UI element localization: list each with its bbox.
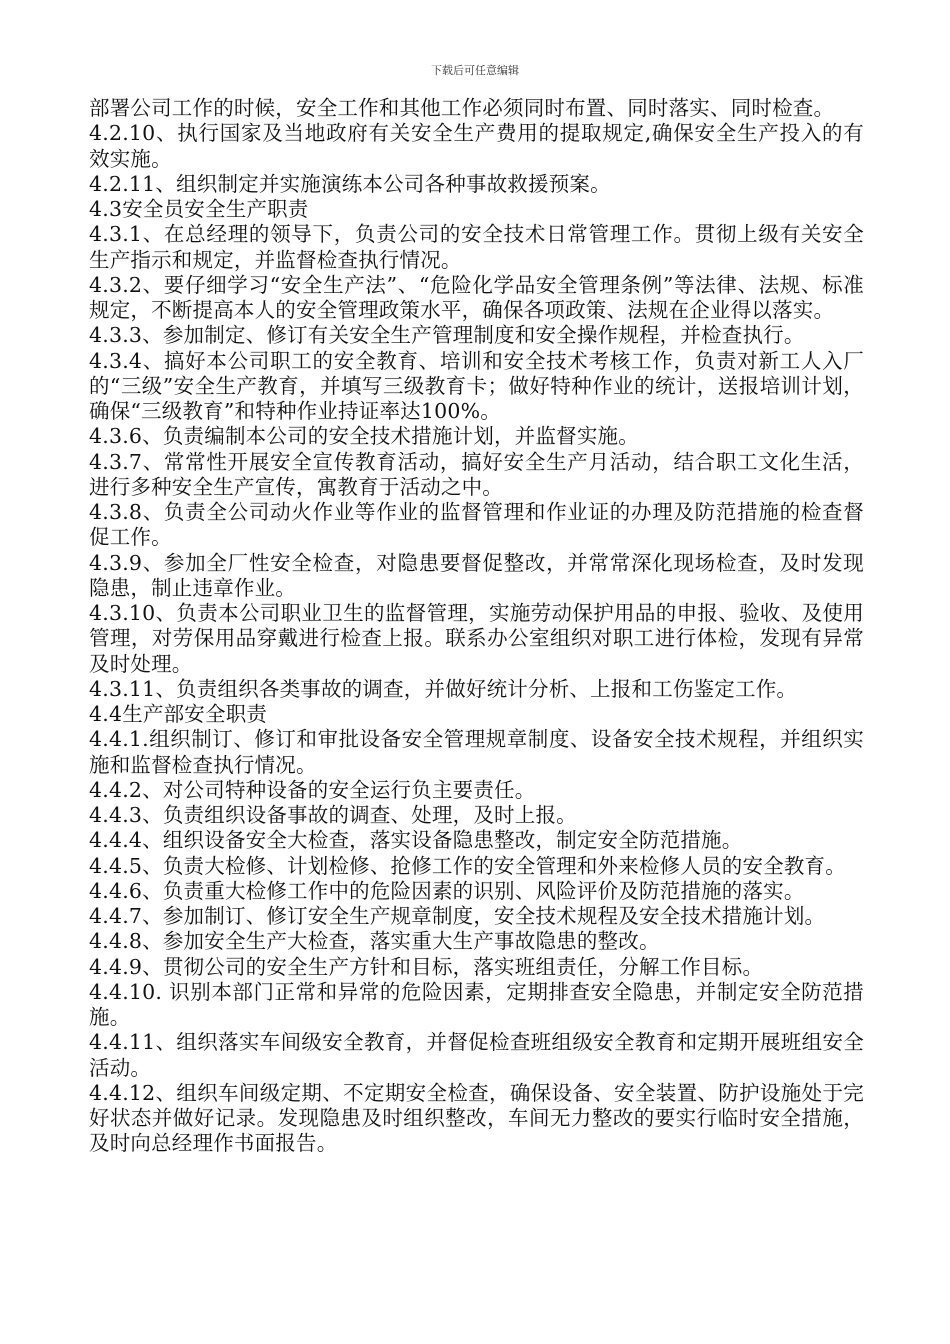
paragraph: 4.4.3、负责组织设备事故的调查、处理，及时上报。	[89, 803, 577, 827]
section-heading: 4.3安全员安全生产职责	[89, 197, 309, 221]
paragraph: 4.2.10、执行国家及当地政府有关安全生产费用的提取规定,确保安全生产投入的有效实施。	[89, 121, 864, 171]
document-body	[89, 96, 864, 1157]
paragraph: 4.3.6、负责编制本公司的安全技术措施计划，并监督实施。	[89, 424, 639, 449]
paragraph: 4.2.11、组织制定并实施演练本公司各种事故救援预案。	[89, 171, 611, 196]
paragraph: 4.4.4、组织设备安全大检查，落实设备隐患整改，制定安全防范措施。	[89, 828, 743, 853]
paragraph: 4.3.10、负责本公司职业卫生的监督管理，实施劳动保护用品的申报、验收、及使用管理，对劳保用品穿戴进行检查上报。联系办公室组织对职工进行体检，发现有异常及时处理。	[89, 601, 864, 676]
paragraph: 4.4.8、参加安全生产大检查，落实重大生产事故隐患的整改。	[89, 929, 660, 954]
paragraph: 4.3.9、参加全厂性安全检查，对隐患要督促整改，并常常深化现场检查，及时发现隐患，制止违章作业。	[89, 550, 864, 600]
paragraph: 4.4.10. 识别本部门正常和异常的危险因素，定期排查安全隐患，并制定安全防范措施。	[89, 979, 864, 1029]
paragraph: 4.4.6、负责重大检修工作中的危险因素的识别、风险评价及防范措施的落实。	[89, 878, 805, 903]
paragraph: 4.3.3、参加制定、修订有关安全生产管理制度和安全操作规程，并检查执行。	[89, 323, 805, 348]
paragraph: 4.3.7、常常性开展安全宣传教育活动，搞好安全生产月活动，结合职工文化生活，进行多种安全生产宣传，寓教育于活动之中。	[89, 449, 864, 499]
paragraph: 4.4.11、组织落实车间级安全教育，并督促检查班组级安全教育和定期开展班组安全活动。	[89, 1030, 864, 1080]
paragraph: 4.3.11、负责组织各类事故的调查，并做好统计分析、上报和工伤鉴定工作。	[89, 676, 798, 701]
paragraph: 4.4.12、组织车间级定期、不定期安全检查，确保设备、安全装置、防护设施处于完好状态并做好记录。发现隐患及时组织整改，车间无力整改的要实行临时安全措施，及时向总经理作书面报告。	[89, 1080, 864, 1156]
paragraph: 4.3.4、搞好本公司职工的安全教育、培训和安全技术考核工作，负责对新工人入厂的“三级”安全生产教育，并填写三级教育卡；做好特种作业的统计，送报培训计划，确保“三级教育”和特种作业持证率达100%。	[89, 348, 864, 423]
paragraph: 部署公司工作的时候，安全工作和其他工作必须同时布置、同时落实、同时检查。	[89, 96, 835, 120]
paragraph: 4.3.2、要仔细学习“安全生产法”、“危险化学品安全管理条例”等法律、法规、标准规定，不断提高本人的安全管理政策水平，确保各项政策、法规在企业得以落实。	[89, 272, 864, 322]
paragraph: 4.4.7、参加制订、修订安全生产规章制度，安全技术规程及安全技术措施计划。	[89, 904, 826, 928]
paragraph: 4.4.9、贯彻公司的安全生产方针和目标，落实班组责任，分解工作目标。	[89, 954, 764, 979]
section-heading: 4.4生产部安全职责	[89, 702, 268, 726]
paragraph: 4.4.2、对公司特种设备的安全运行负主要责任。	[89, 777, 536, 802]
paragraph: 4.3.1、在总经理的领导下，负责公司的安全技术日常管理工作。贯彻上级有关安全生产指示和规定，并监督检查执行情况。	[89, 222, 864, 272]
paragraph: 4.3.8、负责全公司动火作业等作业的监督管理和作业证的办理及防范措施的检查督促工作。	[89, 500, 864, 550]
paragraph: 4.4.5、负责大检修、计划检修、抢修工作的安全管理和外来检修人员的安全教育。	[89, 853, 846, 878]
paragraph: 4.4.1.组织制订、修订和审批设备安全管理规章制度、设备安全技术规程，并组织实施和监督检查执行情况。	[89, 727, 864, 777]
page-header: 下载后可任意编辑	[431, 64, 519, 77]
